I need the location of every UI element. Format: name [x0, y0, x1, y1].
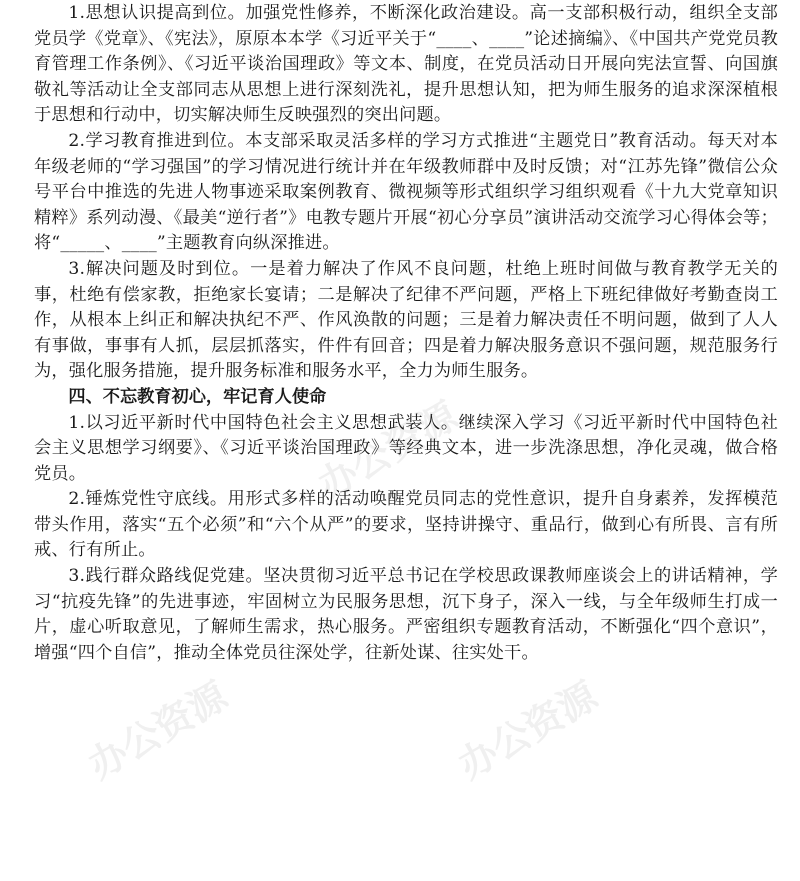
watermark: 办公资源 — [80, 673, 235, 788]
section-heading: 四、不忘教育初心，牢记育人使命 — [68, 386, 327, 407]
paragraph-problem-solving: 3.解决问题及时到位。一是着力解决了作风不良问题，杜绝上班时间做与教育教学无关的事，杜绝有偿家教，拒绝家长宴请；二是解决了纪律不严问题，严格上下班纪律做好考勤查岗工作，从根本上纠正和解决执纪不严、作风涣散的问题；三是着力解决责任不明问题，做到了人人有事做，事事有人抓，层层抓落实，件件有回音；四是着力解决服务意识不强问题，规范服务行为，强化服务措施，提升服务标准和服务水平，全力为师生服务。 — [34, 258, 778, 382]
watermark: 办公资源 — [310, 393, 465, 508]
paragraph-study-education: 2.学习教育推进到位。本支部采取灵活多样的学习方式推进“主题党日”教育活动。每天对本年级老师的“学习强国”的学习情况进行统计并在年级教师群中及时反馈；对“江苏先锋”微信公众号平台中推选的先进人物事迹采取案例教育、微视频等形式组织学习组织观看《十九大党章知识精粹》系列动漫、《最美“逆行者”》电教专题片开展“初心分享员”演讲活动交流学习心得体会等；将“_____、____”主题教育向纵深推进。 — [34, 130, 778, 254]
document-page — [34, 0, 778, 666]
paragraph-mass-line: 3.践行群众路线促党建。坚决贯彻习近平总书记在学校思政课教师座谈会上的讲话精神，学习“抗疫先锋”的先进事迹，牢固树立为民服务思想，沉下身子，深入一线，与全年级师生打成一片，虚心听取意见，了解师生需求，热心服务。严密组织专题教育活动，不断强化“四个意识”，增强“四个自信”，推动全体党员往深处学，往新处谋、往实处干。 — [34, 566, 778, 663]
watermark: 办公资源 — [450, 673, 605, 788]
paragraph-thought-awareness: 1.思想认识提高到位。加强党性修养，不断深化政治建设。高一支部积极行动，组织全支部党员学《党章》、《宪法》，原原本本学《习近平关于“____、____”论述摘编》、《中国共产党党员教育管理工作条例》、《习近平谈治国理政》等文本、制度，在党员活动日开展向宪法宣誓、向国旗敬礼等活动让全支部同志从思想上进行深刻洗礼，提升思想认知，把为师生服务的追求深深植根于思想和行动中，切实解决师生反映强烈的突出问题。 — [34, 3, 778, 126]
paragraph-party-spirit: 2.锤炼党性守底线。用形式多样的活动唤醒党员同志的党性意识，提升自身素养，发挥模范带头作用，落实“五个必须”和“六个从严”的要求，坚持讲操守、重品行，做到心有所畏、言有所戒、行有所止。 — [34, 489, 778, 561]
paragraph-ideology-armament: 1.以习近平新时代中国特色社会主义思想武装人。继续深入学习《习近平新时代中国特色社会主义思想学习纲要》、《习近平谈治国理政》等经典文本，进一步洗涤思想，净化灵魂，做合格党员。 — [34, 412, 778, 484]
